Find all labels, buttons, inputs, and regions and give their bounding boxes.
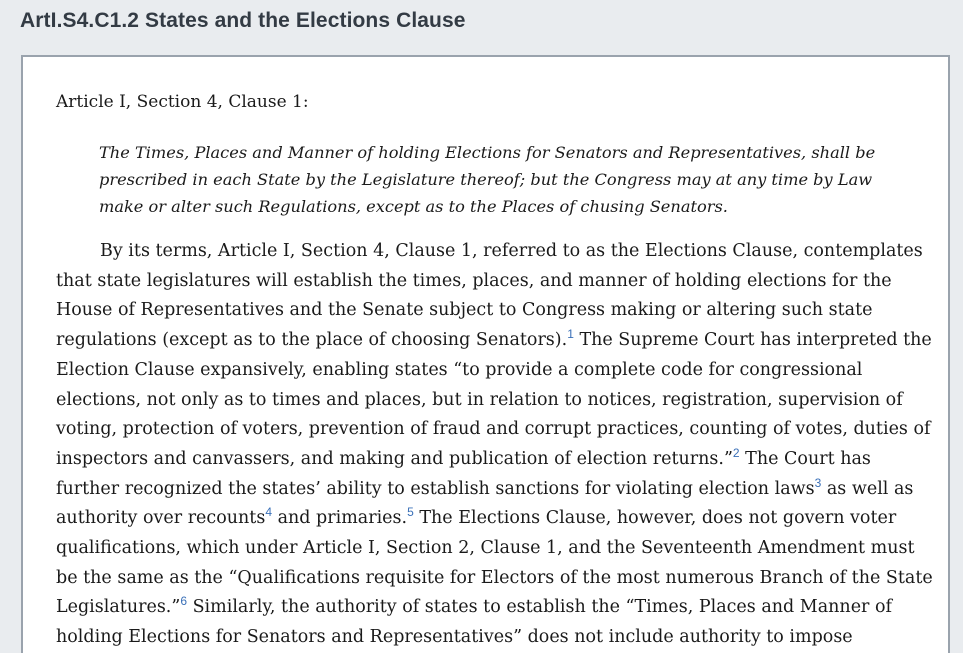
body-line: holding Elections for Senators and Representatives” does not include authority to impose bbox=[56, 627, 853, 648]
body-line: House of Representatives and the Senate subject to Congress making or altering such state bbox=[56, 300, 873, 321]
body-text: The Supreme Court has interpreted the bbox=[573, 330, 932, 351]
footnote-link-4[interactable]: 4 bbox=[265, 505, 272, 520]
article-reference: Article I, Section 4, Clause 1: bbox=[56, 92, 309, 112]
body-paragraph bbox=[56, 237, 936, 653]
body-line: Election Clause expansively, enabling states “to provide a complete code for congressional bbox=[56, 359, 863, 380]
footnote-link-1[interactable]: 1 bbox=[567, 327, 574, 342]
body-text: further recognized the states’ ability to establish sanctions for violating election laws bbox=[56, 478, 815, 499]
body-line: qualifications, which under Article I, Section 2, Clause 1, and the Seventeenth Amendment must bbox=[56, 538, 915, 559]
body-text: Legislatures.” bbox=[56, 597, 181, 618]
body-line: voting, protection of voters, prevention of fraud and corrupt practices, counting of votes, duties of bbox=[56, 419, 931, 440]
body-text: Similarly, the authority of states to establish the “Times, Places and Manner of bbox=[187, 597, 892, 618]
quote-line: make or alter such Regulations, except as to the Places of chusing Senators. bbox=[99, 197, 728, 216]
body-line bbox=[56, 326, 936, 356]
body-line bbox=[56, 475, 936, 505]
constitution-quote bbox=[99, 139, 899, 220]
body-text: as well as bbox=[821, 478, 914, 499]
body-text: inspectors and canvassers, and making and publication of election returns.” bbox=[56, 448, 733, 469]
footnote-link-5[interactable]: 5 bbox=[407, 505, 414, 520]
body-line: elections, not only as to times and places, but in relation to notices, registration, supervision of bbox=[56, 389, 903, 410]
section-title: ArtI.S4.C1.2 States and the Elections Clause bbox=[20, 9, 466, 32]
body-text: regulations (except as to the place of choosing Senators). bbox=[56, 330, 568, 351]
body-text: The Court has bbox=[739, 448, 871, 469]
footnote-link-6[interactable]: 6 bbox=[180, 594, 187, 609]
body-line bbox=[56, 445, 936, 475]
body-line: be the same as the “Qualifications requisite for Electors of the most numerous Branch of the State bbox=[56, 567, 933, 588]
body-line: that state legislatures will establish the times, places, and manner of holding elections for the bbox=[56, 270, 892, 291]
quote-line: prescribed in each State by the Legislature thereof; but the Congress may at any time by Law bbox=[99, 170, 873, 189]
body-text: and primaries. bbox=[272, 508, 408, 529]
content-panel bbox=[21, 55, 950, 653]
quote-line: The Times, Places and Manner of holding Elections for Senators and Representatives, shall be bbox=[99, 143, 876, 162]
body-text: authority over recounts bbox=[56, 508, 266, 529]
body-line bbox=[56, 593, 936, 623]
body-text: The Elections Clause, however, does not govern voter bbox=[413, 508, 897, 529]
footnote-link-2[interactable]: 2 bbox=[732, 446, 740, 461]
footnote-link-3[interactable]: 3 bbox=[814, 475, 822, 490]
body-line: By its terms, Article I, Section 4, Clause 1, referred to as the Elections Clause, contemplates bbox=[100, 241, 923, 261]
body-line bbox=[56, 504, 936, 534]
